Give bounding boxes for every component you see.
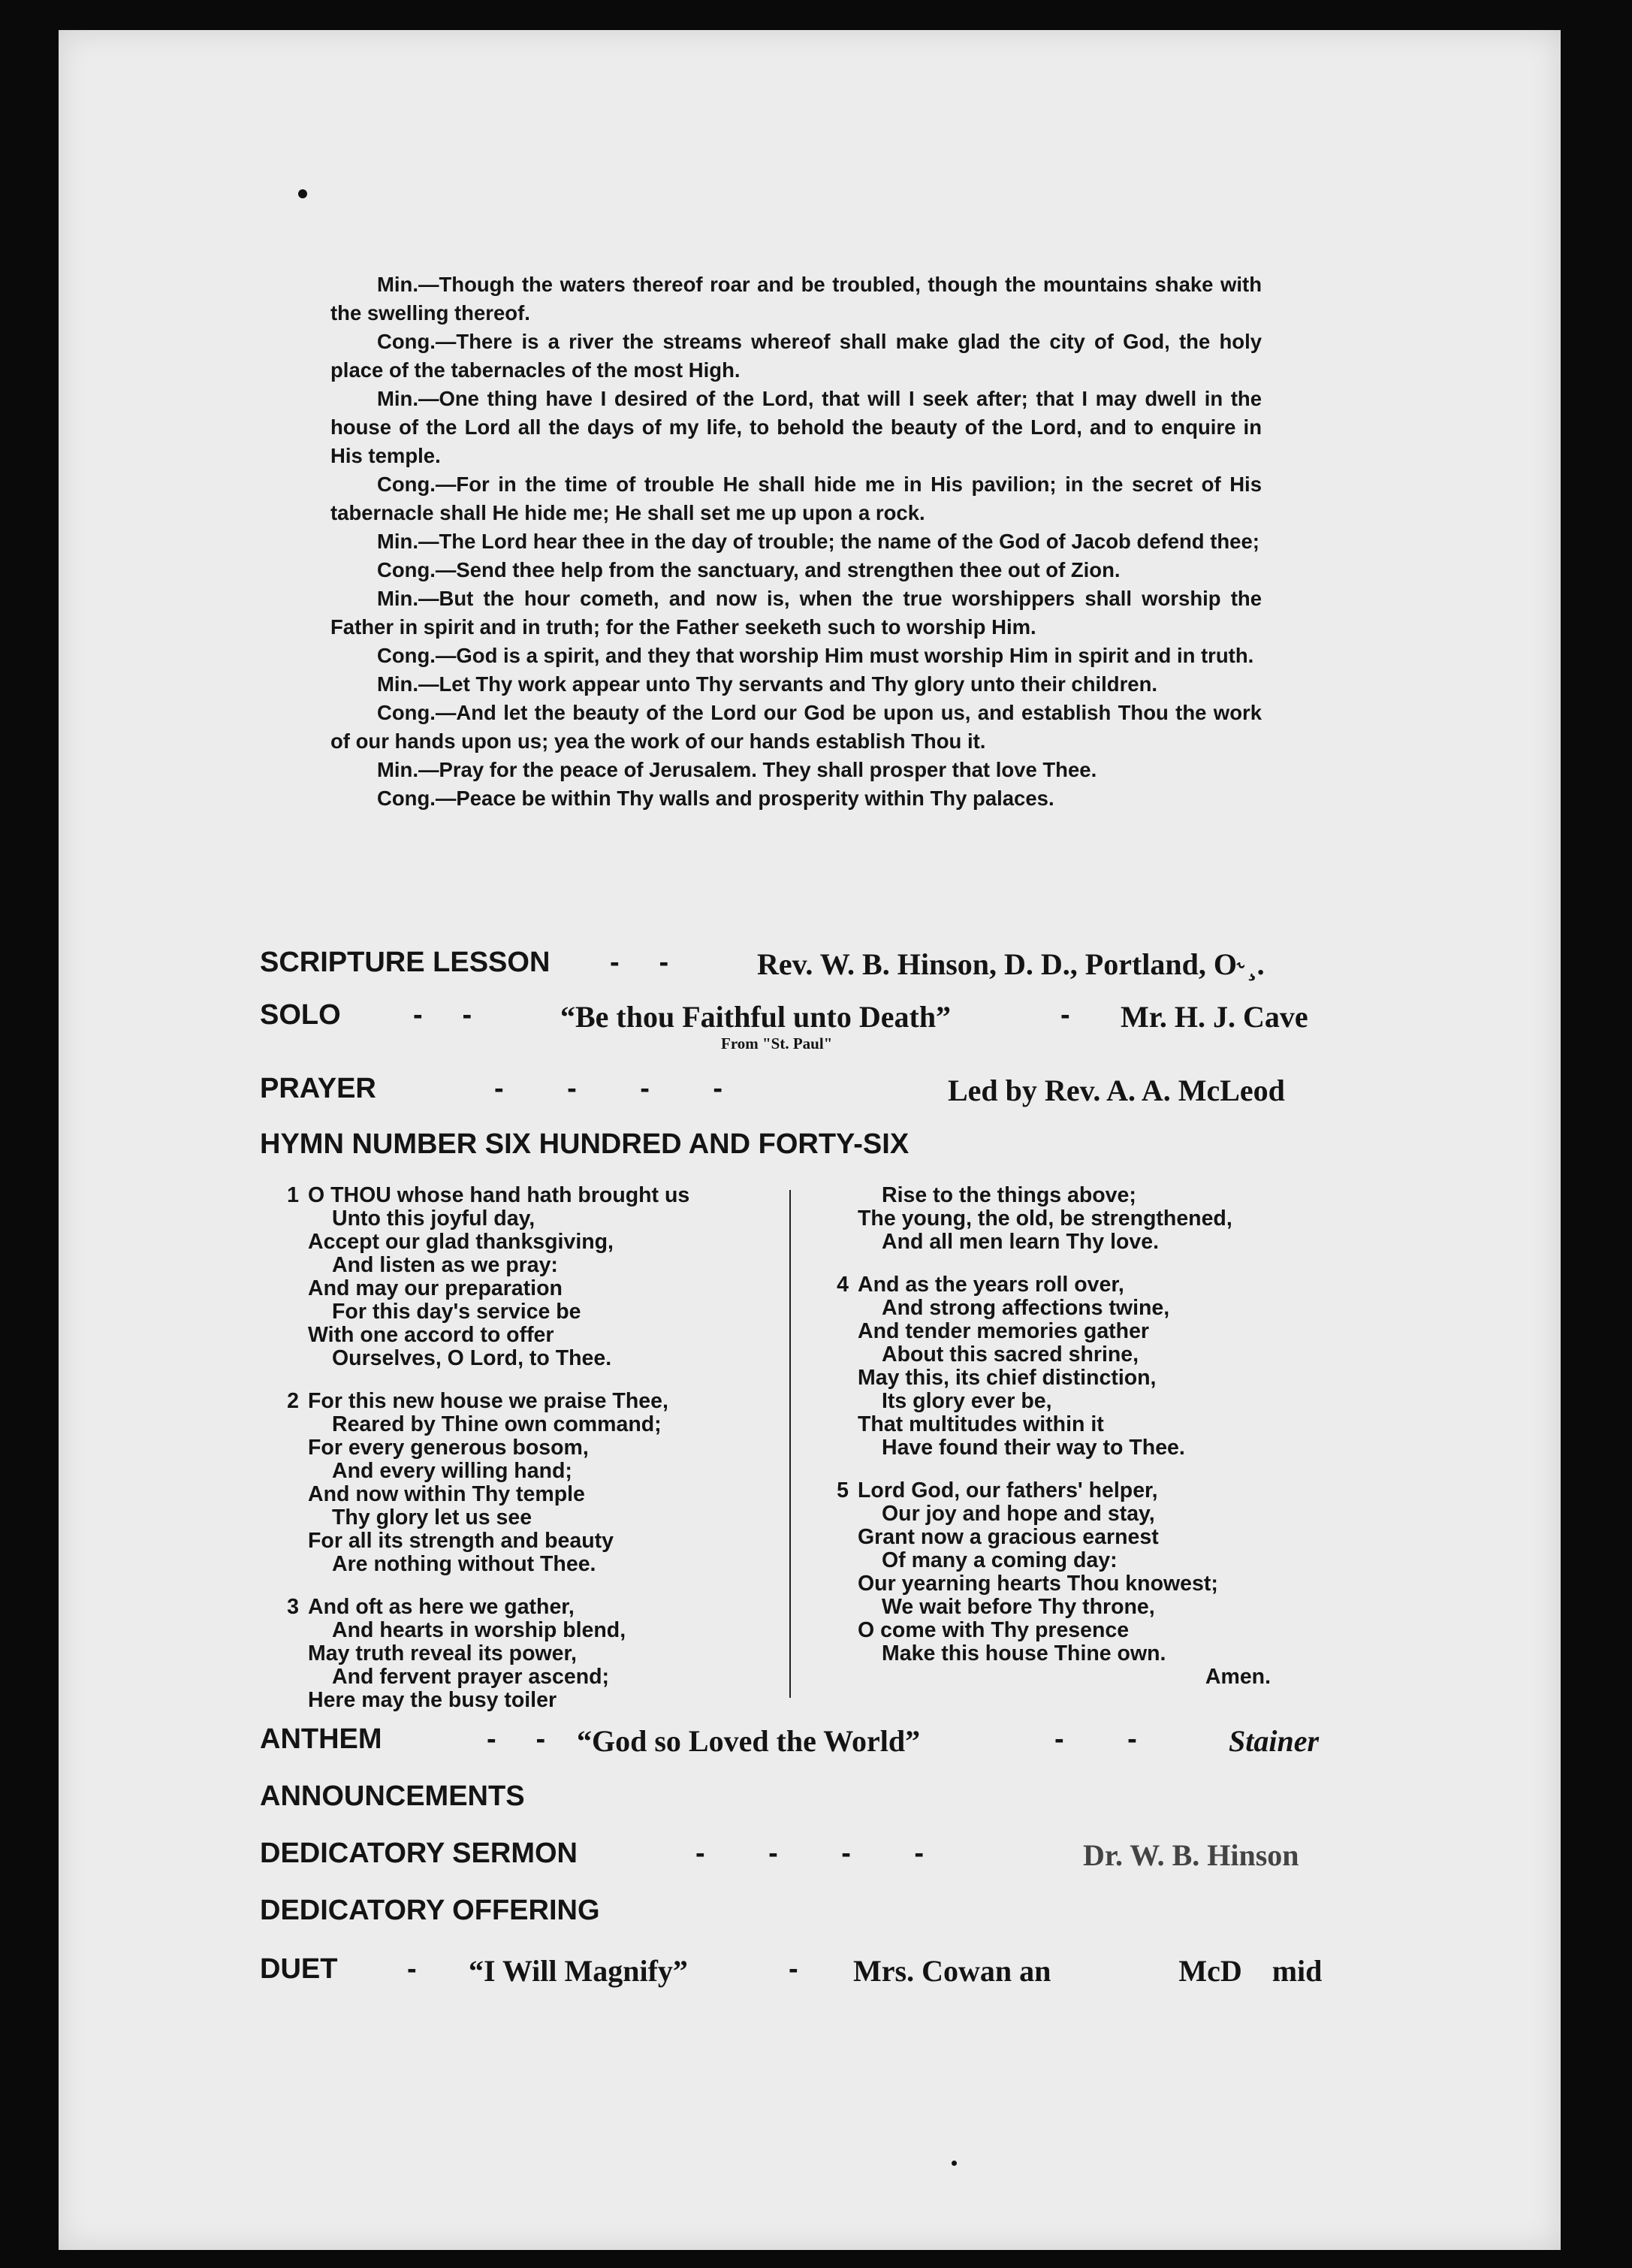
hymn-line: And all men learn Thy love. (882, 1230, 1160, 1254)
dash-separator: - - (1054, 1723, 1137, 1755)
litany-line: Cong.—For in the time of trouble He shall hide me in His pavilion; in the secret of His tabernacle shall He hide me; He shall set me up upon a rock. (330, 473, 1262, 524)
hymn-line: O THOU whose hand hath brought us (308, 1183, 690, 1207)
hymn-line: Have found their way to Thee. (882, 1436, 1185, 1460)
hymn-line: May this, its chief distinction, (858, 1366, 1157, 1390)
hymn-heading-text: HYMN NUMBER SIX HUNDRED AND FORTY-SIX (260, 1128, 910, 1160)
solo-performer: Mr. H. J. Cave (1121, 1000, 1308, 1034)
hymn-right-column (837, 1183, 1323, 1708)
litany-line: Cong.—There is a river the streams whereof shall make glad the city of God, the holy place of the tabernacles of the most High. (330, 330, 1262, 382)
scripture-reader: Rev. W. B. Hinson, D. D., Portland, O˞¸. (757, 947, 1265, 981)
stanza-number: 1 (287, 1183, 299, 1207)
hymn-line: Lord God, our fathers' helper, (858, 1478, 1158, 1502)
dash-separator: - - - - (695, 1838, 924, 1869)
ink-dot (952, 2161, 957, 2166)
hymn-line: Here may the busy toiler (308, 1688, 557, 1712)
hymn-line: Ourselves, O Lord, to Thee. (332, 1346, 612, 1370)
hymn-stanza-1 (287, 1183, 774, 1370)
litany-line: Min.—Pray for the peace of Jerusalem. They shall prosper that love Thee. (377, 758, 1097, 781)
hymn-line: That multitudes within it (858, 1412, 1104, 1436)
hymn-line: With one accord to offer (308, 1323, 554, 1347)
hymn-line: The young, the old, be strengthened, (858, 1206, 1232, 1231)
responsive-reading (330, 270, 1262, 813)
hymn-line: Its glory ever be, (882, 1389, 1052, 1413)
duet-title: “I Will Magnify” (469, 1954, 688, 1988)
sermon-preacher: Dr. W. B. Hinson (1083, 1838, 1299, 1872)
hymn-line: O come with Thy presence (858, 1618, 1130, 1642)
hymn-line: About this sacred shrine, (882, 1342, 1139, 1367)
dash-separator: - (789, 1953, 798, 1985)
hymn-line: May truth reveal its power, (308, 1641, 577, 1666)
hymn-stanza-4 (837, 1273, 1323, 1460)
hymn-line: And strong affections twine, (882, 1296, 1170, 1320)
duet-performers: Mrs. Cowan an McD mid (853, 1954, 1323, 1988)
stanza-number: 4 (837, 1273, 849, 1297)
anthem-title: “God so Loved the World” (577, 1724, 921, 1758)
hymn-line: For every generous bosom, (308, 1436, 589, 1460)
prayer-leader: Led by Rev. A. A. McLeod (948, 1074, 1285, 1107)
hymn-stanza-3-continued (858, 1184, 1323, 1254)
hymn-line: Are nothing without Thee. (332, 1552, 596, 1576)
offering-label: DEDICATORY OFFERING (260, 1895, 600, 1926)
litany-line: Min.—One thing have I desired of the Lord, that will I seek after; that I may dwell in the house of the Lord all the days of my life, to behold the beauty of the Lord, and to enquire in His temple. (330, 387, 1262, 467)
hymn-line: Our joy and hope and stay, (882, 1502, 1155, 1526)
hymn-line: And fervent prayer ascend; (332, 1665, 610, 1689)
hymn-line: And hearts in worship blend, (332, 1618, 626, 1642)
hymn-line: And may our preparation (308, 1276, 563, 1300)
hymn-line: Thy glory let us see (332, 1505, 532, 1530)
dash-separator: - (407, 1953, 417, 1985)
hymn-line: Grant now a gracious earnest (858, 1525, 1159, 1549)
anthem-composer: Stainer (1229, 1724, 1320, 1758)
hymn-line: For this new house we praise Thee, (308, 1389, 668, 1413)
hymn-line: And listen as we pray: (332, 1253, 558, 1277)
stanza-number: 2 (287, 1389, 299, 1413)
stanza-number: 3 (287, 1595, 299, 1619)
hymn-line: Of many a coming day: (882, 1548, 1118, 1572)
dash-separator: - - - - (494, 1073, 722, 1104)
hymn-line: Unto this joyful day, (332, 1206, 535, 1231)
litany-line: Min.—Let Thy work appear unto Thy servants and Thy glory unto their children. (377, 672, 1158, 696)
announcements-label: ANNOUNCEMENTS (260, 1780, 525, 1812)
solo-title: “Be thou Faithful unto Death” (560, 1000, 952, 1034)
dash-separator: - - (610, 947, 669, 978)
dash-separator: - - (487, 1723, 546, 1755)
hymn-left-column (287, 1183, 774, 1732)
prayer-label: PRAYER (260, 1073, 376, 1104)
hymn-line: Accept our glad thanksgiving, (308, 1230, 614, 1254)
hymn-line: And now within Thy temple (308, 1482, 585, 1506)
hymn-stanza-5 (837, 1478, 1323, 1689)
ink-dot (298, 189, 307, 198)
hymn-line: Reared by Thine own command; (332, 1412, 662, 1436)
hymn-line: And every willing hand; (332, 1459, 572, 1483)
duet-label: DUET (260, 1953, 338, 1985)
hymn-line: Rise to the things above; (882, 1183, 1136, 1207)
scripture-label: SCRIPTURE LESSON (260, 947, 551, 978)
column-divider (789, 1190, 791, 1698)
hymn-line: And as the years roll over, (858, 1273, 1124, 1297)
hymn-line: For all its strength and beauty (308, 1529, 614, 1553)
hymn-stanza-3 (287, 1595, 774, 1712)
anthem-label: ANTHEM (260, 1723, 382, 1755)
dash-separator: - (1060, 999, 1070, 1031)
litany-line: Min.—But the hour cometh, and now is, when the true worshippers shall worship the Father in spirit and in truth; for the Father seeketh such to worship Him. (330, 587, 1262, 639)
hymn-line: For this day's service be (332, 1300, 581, 1324)
sermon-label: DEDICATORY SERMON (260, 1838, 578, 1869)
litany-line: Min.—Though the waters thereof roar and be troubled, though the mountains shake with the swelling thereof. (330, 273, 1262, 325)
litany-line: Cong.—Peace be within Thy walls and prosperity within Thy palaces. (377, 787, 1054, 810)
hymn-line: Make this house Thine own. (882, 1641, 1166, 1666)
stanza-number: 5 (837, 1478, 849, 1502)
litany-line: Cong.—And let the beauty of the Lord our God be upon us, and establish Thou the work of our hands upon us; yea the work of our hands establish Thou it. (330, 701, 1262, 753)
litany-line: Min.—The Lord hear thee in the day of trouble; the name of the God of Jacob defend thee; (377, 530, 1259, 553)
hymn-line: And tender memories gather (858, 1319, 1150, 1343)
litany-line: Cong.—Send thee help from the sanctuary, and strengthen thee out of Zion. (377, 558, 1121, 581)
dash-separator: - - (413, 999, 472, 1031)
hymn-line: We wait before Thy throne, (882, 1595, 1155, 1619)
hymn-amen: Amen. (1205, 1665, 1271, 1689)
hymn-line: Our yearning hearts Thou knowest; (858, 1572, 1218, 1596)
hymn-line: And oft as here we gather, (308, 1595, 575, 1619)
solo-label: SOLO (260, 999, 341, 1031)
litany-line: Cong.—God is a spirit, and they that worship Him must worship Him in spirit and in truth. (377, 644, 1254, 667)
solo-source-note: From "St. Paul" (721, 1034, 833, 1052)
hymn-stanza-2 (287, 1389, 774, 1576)
